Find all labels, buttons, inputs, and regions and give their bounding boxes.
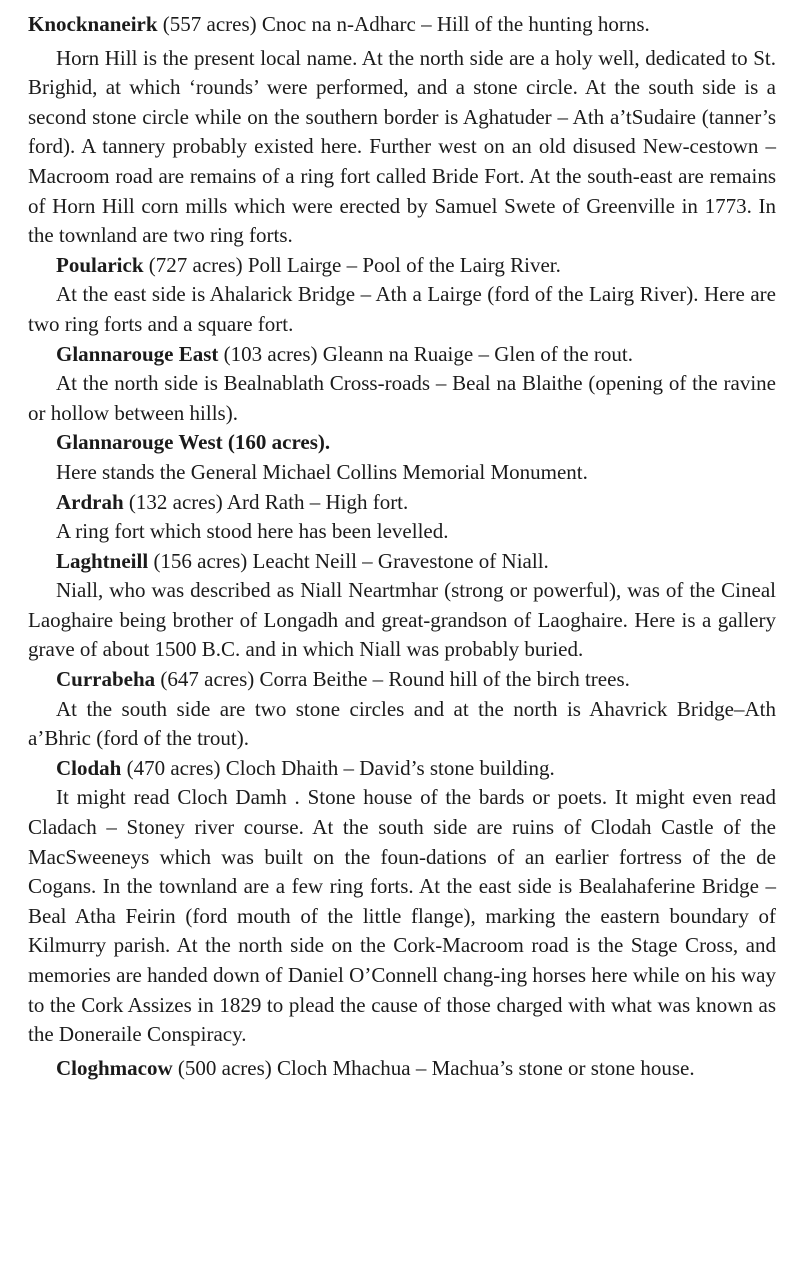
townland-meaning: (103 acres) Gleann na Ruaige – Glen of the rout.: [218, 341, 634, 366]
townland-meaning: (156 acres) Leacht Neill – Gravestone of Niall.: [148, 548, 549, 573]
townland-meaning: (727 acres) Poll Lairge – Pool of the Lairg River.: [143, 252, 561, 277]
entry-heading-poularick: [28, 251, 776, 281]
entry-body-poularick: At the east side is Ahalarick Bridge – Ath a Lairge (ford of the Lairg River). Here are two ring forts and a square fort.: [28, 282, 776, 336]
entry-body-ardrah: A ring fort which stood here has been levelled.: [56, 519, 449, 544]
entry-heading-glannarouge-west: [28, 428, 776, 458]
townland-meaning: (132 acres) Ard Rath – High fort.: [123, 489, 409, 514]
entry-body-knocknaneirk: Horn Hill is the present local name. At the north side are a holy well, dedicated to St. Brighid, at which ‘rounds’ were performed, and a stone circle. At the south side is a second stone circle while on the southern border is Aghatuder – Ath a’tSudaire (tanner’s ford). A tannery probably existed here. Further west on an old disused New-cestown – Macroom road are remains of a ring fort called Bride Fort. At the south-east are remains of Horn Hill corn mills which were erected by Samuel Swete of Greenville in 1773. In the townland are two ring forts.: [28, 45, 776, 248]
townland-name: Knocknaneirk: [28, 12, 158, 36]
entry-body-currabeha: At the south side are two stone circles and at the north is Ahavrick Bridge–Ath a’Bhric (ford of the trout).: [28, 696, 776, 751]
entry-heading-glannarouge-east: [28, 340, 776, 370]
entry-body-laghtneill: Niall, who was described as Niall Neartmhar (strong or powerful), was of the Cineal Laoghaire being brother of Longadh and great-grandson of Laoghaire. Here is a gallery grave of about 1500 B.C. and in which Niall was probably buried.: [28, 578, 776, 662]
townland-meaning: (500 acres) Cloch Mhachua – Machua’s stone or stone house.: [172, 1055, 695, 1080]
townland-name: Clodah: [56, 755, 122, 780]
townland-meaning: (557 acres) Cnoc na n-Adharc – Hill of the hunting horns.: [157, 12, 650, 36]
townland-name: Ardrah: [56, 489, 124, 514]
townland-meaning: (470 acres) Cloch Dhaith – David’s stone building.: [121, 755, 555, 780]
entry-heading-knocknaneirk: [28, 10, 776, 40]
entry-body-glannarouge-east: At the north side is Bealnablath Cross-roads – Beal na Blaithe (opening of the ravine or hollow between hills).: [28, 371, 776, 425]
townland-name: Glannarouge West (160 acres).: [56, 430, 331, 455]
townland-name: Cloghmacow: [56, 1055, 173, 1080]
townland-name: Glannarouge East: [56, 341, 219, 366]
entry-body-clodah: It might read Cloch Damh . Stone house of the bards or poets. It might even read Cladach – Stoney river course. At the south side are ruins of Clodah Castle of the MacSweeneys which was built on the foun-dations of an earlier fortress of the de Cogans. In the townland are a few ring forts. At the east side is Bealahaferine Bridge – Beal Atha Feirin (ford mouth of the little flange), marking the eastern boundary of Kilmurry parish. At the north side on the Cork-Macroom road is the Stage Cross, and memories are handed down of Daniel O’Connell chang-ing horses here while on his way to the Cork Assizes in 1829 to plead the cause of those charged with what was known as the Doneraile Conspiracy.: [28, 785, 776, 1047]
townland-meaning: (647 acres) Corra Beithe – Round hill of the birch trees.: [155, 667, 630, 692]
townland-name: Poularick: [56, 252, 144, 277]
townland-name: Currabeha: [56, 667, 156, 692]
entry-heading-cloghmacow: [28, 1054, 776, 1084]
entry-body-glannarouge-west: Here stands the General Michael Collins Memorial Monument.: [56, 459, 588, 484]
entry-heading-ardrah: [28, 488, 776, 518]
townland-name: Laghtneill: [56, 548, 149, 573]
entry-heading-laghtneill: [28, 547, 776, 577]
entry-heading-clodah: [28, 754, 776, 784]
entry-heading-currabeha: [28, 665, 776, 695]
